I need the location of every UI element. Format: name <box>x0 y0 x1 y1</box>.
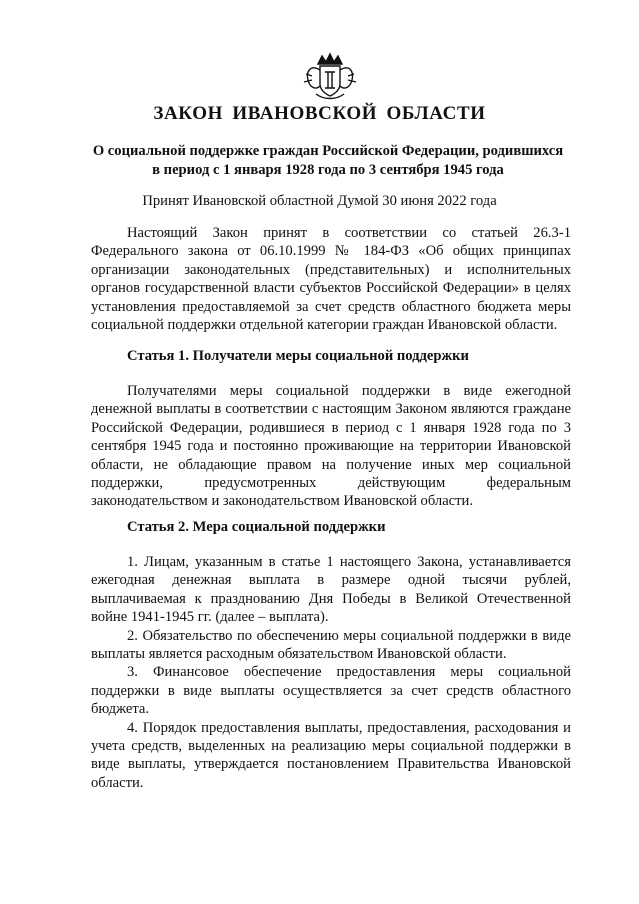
law-subtitle: О социальной поддержке граждан Российской Федерации, родившихся в период с 1 января 1928 года по 3 сентября 1945 года <box>92 143 564 178</box>
adoption-line: Принят Ивановской областной Думой 30 июня 2022 года <box>142 193 497 209</box>
law-title: ЗАКОН ИВАНОВСКОЙ ОБЛАСТИ <box>153 103 486 124</box>
article-2-paragraph: 4. Порядок предоставления выплаты, предоставления, расходования и учета средств, выделенных на реализацию меры социальной поддержки в виде выплаты, утверждается постановлением Правительства Ивановской области. <box>91 719 571 791</box>
article-1-body <box>91 382 571 511</box>
article-1-heading: Статья 1. Получатели меры социальной поддержки <box>127 348 469 364</box>
article-2-paragraph: 2. Обязательство по обеспечению меры социальной поддержки в виде выплаты является расходным обязательством Ивановской области. <box>91 627 571 663</box>
coat-of-arms-icon <box>298 50 362 102</box>
article-1-paragraph: Получателями меры социальной поддержки в виде ежегодной денежной выплаты в соответствии с настоящим Законом являются граждане Российской Федерации, родившиеся в период с 1 января 1928 года по 3 сентября 1945 года и постоянно проживающие на территории Ивановской области, не обладающие правом на получение иных мер социальной поддержки, предусмотренных действующим федеральным законодательством и законодательством Ивановской области. <box>91 383 571 510</box>
article-2-paragraph: 1. Лицам, указанным в статье 1 настоящего Закона, устанавливается ежегодная денежная выплата в размере одной тысячи рублей, выплачиваемая к празднованию Дня Победы в Великой Отечественной войне 1941-1945 гг. (далее – выплата). <box>91 554 571 626</box>
preamble-paragraph: Настоящий Закон принят в соответствии со статьей 26.3-1 Федерального закона от 06.10.1999 № 184-ФЗ «Об общих принципах организации законодательных (представительных) и исполнительных органов государственной власти субъектов Российской Федерации» в целях установления предоставляемой за счет средств областного бюджета меры социальной поддержки отдельной категории граждан Ивановской области. <box>91 225 571 334</box>
preamble <box>91 224 571 334</box>
article-2-body <box>91 553 571 792</box>
article-2-paragraph: 3. Финансовое обеспечение предоставления меры социальной поддержки в виде выплаты осуществляется за счет средств областного бюджета. <box>91 664 571 718</box>
article-2-heading: Статья 2. Мера социальной поддержки <box>127 519 386 535</box>
